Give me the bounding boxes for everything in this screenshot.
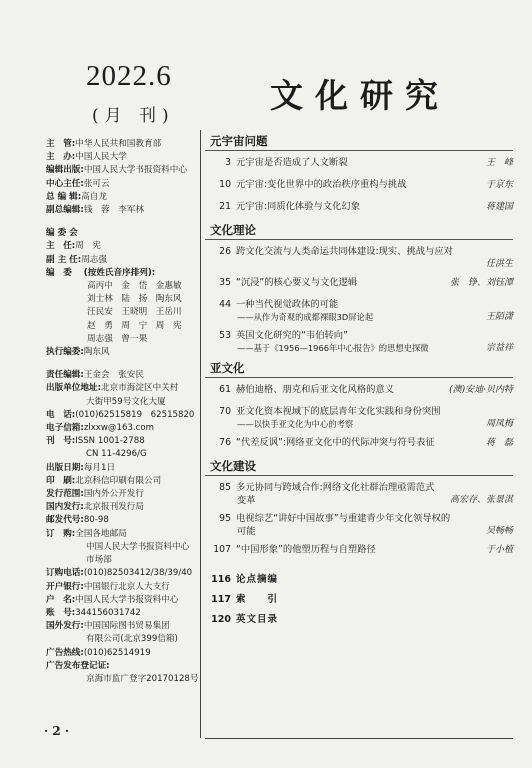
publish-row [46,528,200,541]
publish-value: 北京科信印刷有限公司 [75,475,162,486]
publish-label: 广告热线: [46,647,84,658]
toc-section-heading: 亚文化 [205,360,513,378]
toc-subtitle: ——从作为奇观的成都裸眼3D屏论起 [237,312,374,322]
toc-subtitle [237,258,480,271]
publish-row [46,607,200,620]
publish-value: 全国各地邮局 [75,528,127,539]
toc-page-number: 95 [219,513,231,524]
publish-value: 中国国际图书贸易集团 [83,621,170,632]
publish-value-cont: 中国人民大学书报资料中心 [86,541,190,552]
toc-author: 高宏存、张景淇 [449,495,513,505]
publish-row [46,462,200,475]
publish-row [46,581,200,594]
toc-page-number: 35 [219,277,231,288]
toc-entry[interactable] [205,156,513,170]
toc-page-number: 70 [219,406,231,417]
toc-page-number: 120 [211,614,231,625]
toc-entry[interactable] [205,613,513,626]
toc-page-number: 85 [219,482,231,493]
toc-page-number: 44 [219,299,231,310]
board-member-line: 汪民安 王晓明 王岳川 [87,307,182,318]
toc-author: 吴畅畅 [485,526,513,536]
publish-label: 发行范围: [46,489,84,500]
toc-entry[interactable] [205,200,513,214]
toc-entry[interactable] [205,276,513,290]
toc-entry-line2 [205,258,513,271]
publish-value: 80-98 [83,515,109,526]
publish-value: (010)62515819 62515820 [75,409,195,420]
publish-value-cont: 市场部 [86,555,112,566]
toc-title: 元宇宙:变化世界中的政治秩序重构与挑战 [236,179,407,190]
toc-title: “代差反讽”:网络亚文化中的代际冲突与符号表征 [236,437,435,448]
publish-label: 户 名: [46,594,76,605]
publish-row [46,369,200,382]
toc-page-number: 116 [211,574,231,585]
publish-value: 王金会 张安民 [83,370,144,381]
publish-value-cont: CN 11-4296/G [86,449,147,460]
toc-section-heading: 元宇宙问题 [205,133,513,151]
toc-entry-line2 [205,418,513,431]
toc-author: 于京东 [485,180,513,190]
info-row: 副总编辑: 钱 蓉 李军林 [46,205,144,216]
publish-value: 344156031742 [75,607,141,618]
publish-label: 出版日期: [46,462,84,473]
publish-value: 中国银行北京人大支行 [83,581,170,592]
toc-section-heading: 文化理论 [205,222,513,240]
publish-label: 订 购: [46,528,76,539]
toc-entry[interactable] [205,405,513,418]
publish-value: (010)62514919 [83,647,151,658]
toc-page-number: 76 [219,437,231,448]
publish-row [46,594,200,607]
toc-entry[interactable] [205,573,513,586]
board-title: 编 委 会 [46,228,78,239]
board-chair: 主 任: 周 宪 [46,241,102,252]
toc-page-number: 107 [213,544,231,555]
publish-value: zlxxw@163.com [83,423,154,434]
publish-value-cont: 有限公司(北京399信箱) [86,634,178,645]
toc-entry[interactable] [205,543,513,557]
publish-value: 中国人民大学书报资料中心 [75,594,179,605]
toc-title: 元宇宙:同质化体验与文化幻象 [236,201,360,212]
board-members-label: 编 委 (按姓氏音序排列): [46,267,156,278]
frequency-label: (月 刊) [92,106,175,126]
toc-author: 宗益祥 [485,343,513,353]
toc-subtitle: 可能 [237,526,256,537]
toc-title: 元宇宙是否造成了人文断裂 [236,157,348,168]
board-member-line: 高丙中 金 岱 金惠敏 [87,281,182,292]
toc-title: “沉浸”的核心要义与文化逻辑 [236,277,358,288]
toc-entry[interactable] [205,298,513,311]
board-vice: 副 主 任: 周志强 [46,254,107,265]
publish-row [46,620,200,633]
toc-title: 多元协同与跨域合作:网络文化社群治理亟需范式 [236,482,435,493]
toc-subtitle: ——以快手亚文化为中心的考察 [237,419,354,429]
toc-page-number: 117 [211,594,231,605]
footer-rule [205,738,513,739]
publish-label: 印 刷: [46,475,76,486]
toc-page-number: 21 [219,201,231,212]
board-member-line: 刘士林 陆 扬 陶东风 [87,294,182,305]
publish-row [46,409,200,422]
publish-row [46,382,200,395]
toc-page-number: 3 [225,157,231,168]
publish-label: 责任编辑: [46,370,84,381]
publish-label: 国外发行: [46,621,84,632]
column-divider [200,130,201,738]
publish-row [46,647,200,660]
toc-author: 王陌潇 [485,312,513,322]
toc-title: 英文目录 [236,614,279,625]
toc-entry-line2 [205,342,513,355]
info-row: 中心主任: 张可云 [46,178,110,189]
publish-row [46,514,200,527]
publish-value-cont: 京海市监广登字20170128号 [86,673,199,684]
info-row: 主 办: 中国人民大学 [46,152,127,163]
publish-label: 邮发代号: [46,515,84,526]
toc-author: 王 峰 [485,158,513,168]
publish-label: 刊 号: [46,436,76,447]
toc-subtitle: ——基于《1956—1966年中心报告》的思想史探微 [237,343,429,353]
toc-page-number: 53 [219,330,231,341]
toc-title: 跨文化交流与人类命运共同体建设:现实、挑战与应对 [236,246,453,257]
publish-row [46,501,200,514]
toc-spacer [205,565,513,573]
publish-row [46,422,200,435]
toc-entry[interactable] [205,481,513,494]
toc-entry[interactable] [205,329,513,342]
journal-title: 文化研究 [270,76,450,115]
toc-page-number: 61 [219,384,231,395]
toc-author: 蒋建国 [485,202,513,212]
toc-title: 索 引 [236,594,279,605]
toc-author: 任洪生 [485,259,513,269]
publish-value: 北京市海淀区中关村 [101,383,179,394]
toc-author: 周凤梅 [485,419,513,429]
publish-value: 北京报刊发行局 [83,502,144,513]
toc-title: 亚文化资本视域下的底层青年文化实践和身份突围 [236,406,441,417]
board-member-line: 赵 勇 周 宁 周 宪 [87,320,182,331]
toc-title: 电视综艺“讲好中国故事”与重建青少年文化领导权的 [236,513,451,524]
toc-entry[interactable] [205,178,513,192]
info-row: 总 编 辑: 高自龙 [46,191,107,202]
publish-value: 国内外公开发行 [83,489,144,500]
publish-row [46,488,200,501]
toc-entry[interactable] [205,512,513,525]
toc-entry[interactable] [205,436,513,450]
info-row: 编辑出版: 中国人民大学书报资料中心 [46,165,187,176]
publish-row [46,475,200,488]
publish-value-cont: 大街甲59号文化大厦 [86,396,166,407]
toc-author: 蒋 磊 [485,438,513,448]
toc-title: 论点摘编 [236,574,279,585]
publish-row [46,660,200,673]
publish-label: 电子信箱: [46,423,84,434]
info-row: 主 管: 中华人民共和国教育部 [46,139,162,149]
table-of-contents [205,133,513,633]
toc-section-heading: 文化建设 [205,458,513,476]
publish-label: 账 号: [46,607,76,618]
toc-title: “中国形象”的他塑历程与自塑路径 [236,544,376,555]
publish-row [46,567,200,580]
toc-subtitle: 变革 [237,495,256,506]
board-member-line: 周志强 曾一果 [87,333,148,344]
toc-title: 一种当代视觉政体的可能 [236,299,339,310]
toc-author: 于小植 [485,545,513,555]
toc-page-number: 26 [219,246,231,257]
publish-value: ISSN 1001-2788 [75,436,145,447]
publish-label: 广告发布登记证: [46,660,110,671]
publish-value: (010)82503412/38/39/40 [83,568,193,579]
page-number: · 2 · [44,724,70,738]
toc-page-number: 10 [219,179,231,190]
issue-number: 2022.6 [86,60,172,92]
publish-label: 电 话: [46,409,76,420]
toc-entry[interactable] [205,593,513,606]
masthead-info [46,138,200,686]
toc-entry[interactable] [205,245,513,258]
publish-value: 每月1日 [83,462,116,473]
publish-value [110,660,200,673]
toc-entry-line2 [205,311,513,324]
publish-label: 国内发行: [46,502,84,513]
toc-author: (澳)安迪·贝内特 [449,385,513,395]
board-exec: 执行编委: 陶东风 [46,347,110,358]
toc-entry-line2 [205,525,513,538]
publish-label: 开户银行: [46,581,84,592]
toc-entry[interactable] [205,383,513,397]
toc-title: 赫伯迪格、朋克和后亚文化风格的意义 [236,384,395,395]
publish-row [46,435,200,448]
toc-title: 英国文化研究的“韦伯转向” [236,330,348,341]
publish-label: 订购电话: [46,568,84,579]
publish-label: 出版单位地址: [46,383,101,394]
toc-author: 张 铮、刘钰潭 [449,278,513,288]
toc-entry-line2 [205,494,513,507]
